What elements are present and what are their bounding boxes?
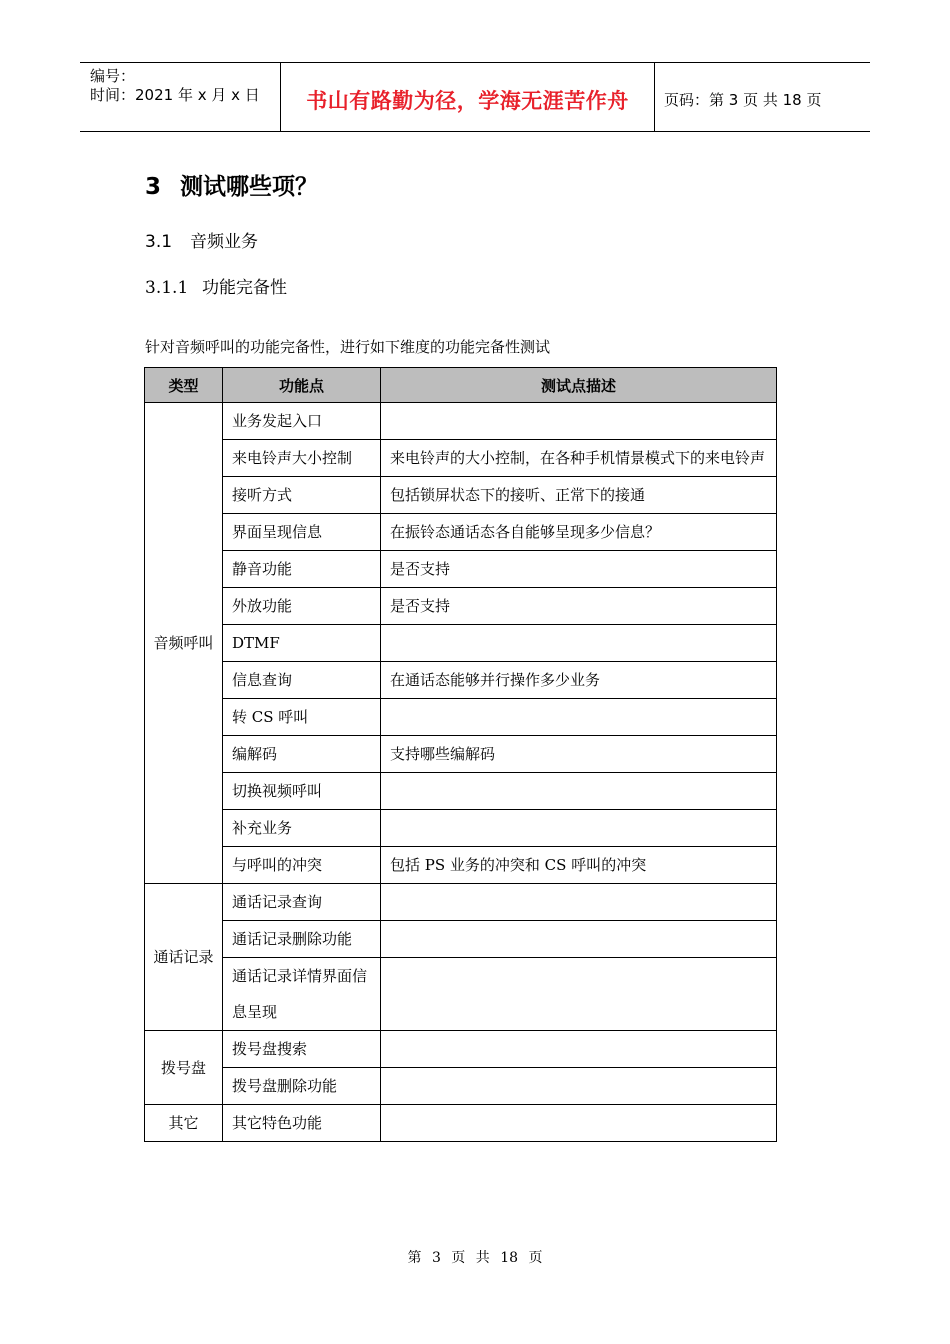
table-row	[145, 440, 777, 477]
feature-cell: 接听方式	[223, 477, 381, 514]
description-cell	[381, 403, 777, 440]
table-row	[145, 514, 777, 551]
feature-cell: 切换视频呼叫	[223, 773, 381, 810]
table-row	[145, 958, 777, 1031]
table-row	[145, 662, 777, 699]
description-cell	[381, 699, 777, 736]
description-cell	[381, 921, 777, 958]
description-cell	[381, 810, 777, 847]
feature-cell: 信息查询	[223, 662, 381, 699]
section-heading	[145, 168, 318, 201]
table-row	[145, 1068, 777, 1105]
number-label: 编号：	[90, 67, 136, 85]
table-row	[145, 699, 777, 736]
table-row	[145, 1105, 777, 1142]
description-cell: 支持哪些编解码	[381, 736, 777, 773]
table-row	[145, 477, 777, 514]
page-footer: 第 3 页 共 18 页	[407, 1250, 543, 1266]
description-cell	[381, 773, 777, 810]
feature-cell: 补充业务	[223, 810, 381, 847]
table-row	[145, 736, 777, 773]
time-label: 时间：2021 年 x 月 x 日	[90, 86, 260, 104]
header-page-info: 页码：第 3 页 共 18 页	[664, 91, 822, 109]
description-cell: 在振铃态通话态各自能够呈现多少信息？	[381, 514, 777, 551]
description-cell: 来电铃声的大小控制，在各种手机情景模式下的来电铃声	[381, 440, 777, 477]
description-cell	[381, 1031, 777, 1068]
table-row	[145, 884, 777, 921]
page-header	[80, 62, 870, 132]
table-header-row	[145, 368, 777, 403]
feature-cell: 拨号盘删除功能	[223, 1068, 381, 1105]
description-cell: 是否支持	[381, 588, 777, 625]
feature-cell: 界面呈现信息	[223, 514, 381, 551]
feature-cell: 转 CS 呼叫	[223, 699, 381, 736]
header-meta	[90, 67, 260, 105]
table-row	[145, 625, 777, 662]
subsection-title: 音频业务	[190, 232, 258, 252]
subsection-heading	[145, 227, 258, 252]
table-row	[145, 773, 777, 810]
type-cell: 通话记录	[145, 884, 223, 1031]
feature-cell: 与呼叫的冲突	[223, 847, 381, 884]
feature-cell: 通话记录删除功能	[223, 921, 381, 958]
subsection-number: 3.1	[145, 232, 173, 252]
type-cell: 音频呼叫	[145, 403, 223, 884]
header-motto: 书山有路勤为径，学海无涯苦作舟	[306, 89, 629, 113]
feature-cell: 来电铃声大小控制	[223, 440, 381, 477]
column-header-description: 测试点描述	[381, 368, 777, 403]
header-divider	[654, 63, 655, 131]
table-row	[145, 551, 777, 588]
subsubsection-heading	[145, 273, 287, 298]
subsubsection-title: 功能完备性	[202, 278, 287, 298]
feature-cell: 通话记录详情界面信息呈现	[223, 958, 381, 1031]
table-row	[145, 403, 777, 440]
table-row	[145, 810, 777, 847]
description-cell	[381, 625, 777, 662]
feature-cell: 其它特色功能	[223, 1105, 381, 1142]
description-cell	[381, 958, 777, 1031]
feature-table	[144, 367, 777, 1142]
section-number: 3	[145, 174, 162, 200]
table-row	[145, 847, 777, 884]
description-cell	[381, 1068, 777, 1105]
description-cell: 是否支持	[381, 551, 777, 588]
description-cell: 包括 PS 业务的冲突和 CS 呼叫的冲突	[381, 847, 777, 884]
feature-cell: DTMF	[223, 625, 381, 662]
feature-cell: 业务发起入口	[223, 403, 381, 440]
description-cell	[381, 1105, 777, 1142]
table-row	[145, 921, 777, 958]
column-header-feature: 功能点	[223, 368, 381, 403]
table-body	[145, 403, 777, 1142]
section-title: 测试哪些项？	[180, 174, 318, 200]
feature-cell: 静音功能	[223, 551, 381, 588]
description-cell: 在通话态能够并行操作多少业务	[381, 662, 777, 699]
type-cell: 拨号盘	[145, 1031, 223, 1105]
intro-paragraph: 针对音频呼叫的功能完备性，进行如下维度的功能完备性测试	[145, 338, 551, 356]
type-cell: 其它	[145, 1105, 223, 1142]
table-row	[145, 1031, 777, 1068]
feature-cell: 拨号盘搜索	[223, 1031, 381, 1068]
description-cell	[381, 884, 777, 921]
table-row	[145, 588, 777, 625]
column-header-type: 类型	[145, 368, 223, 403]
description-cell: 包括锁屏状态下的接听、正常下的接通	[381, 477, 777, 514]
feature-cell: 外放功能	[223, 588, 381, 625]
feature-cell: 编解码	[223, 736, 381, 773]
feature-cell: 通话记录查询	[223, 884, 381, 921]
subsubsection-number: 3.1.1	[145, 278, 189, 298]
